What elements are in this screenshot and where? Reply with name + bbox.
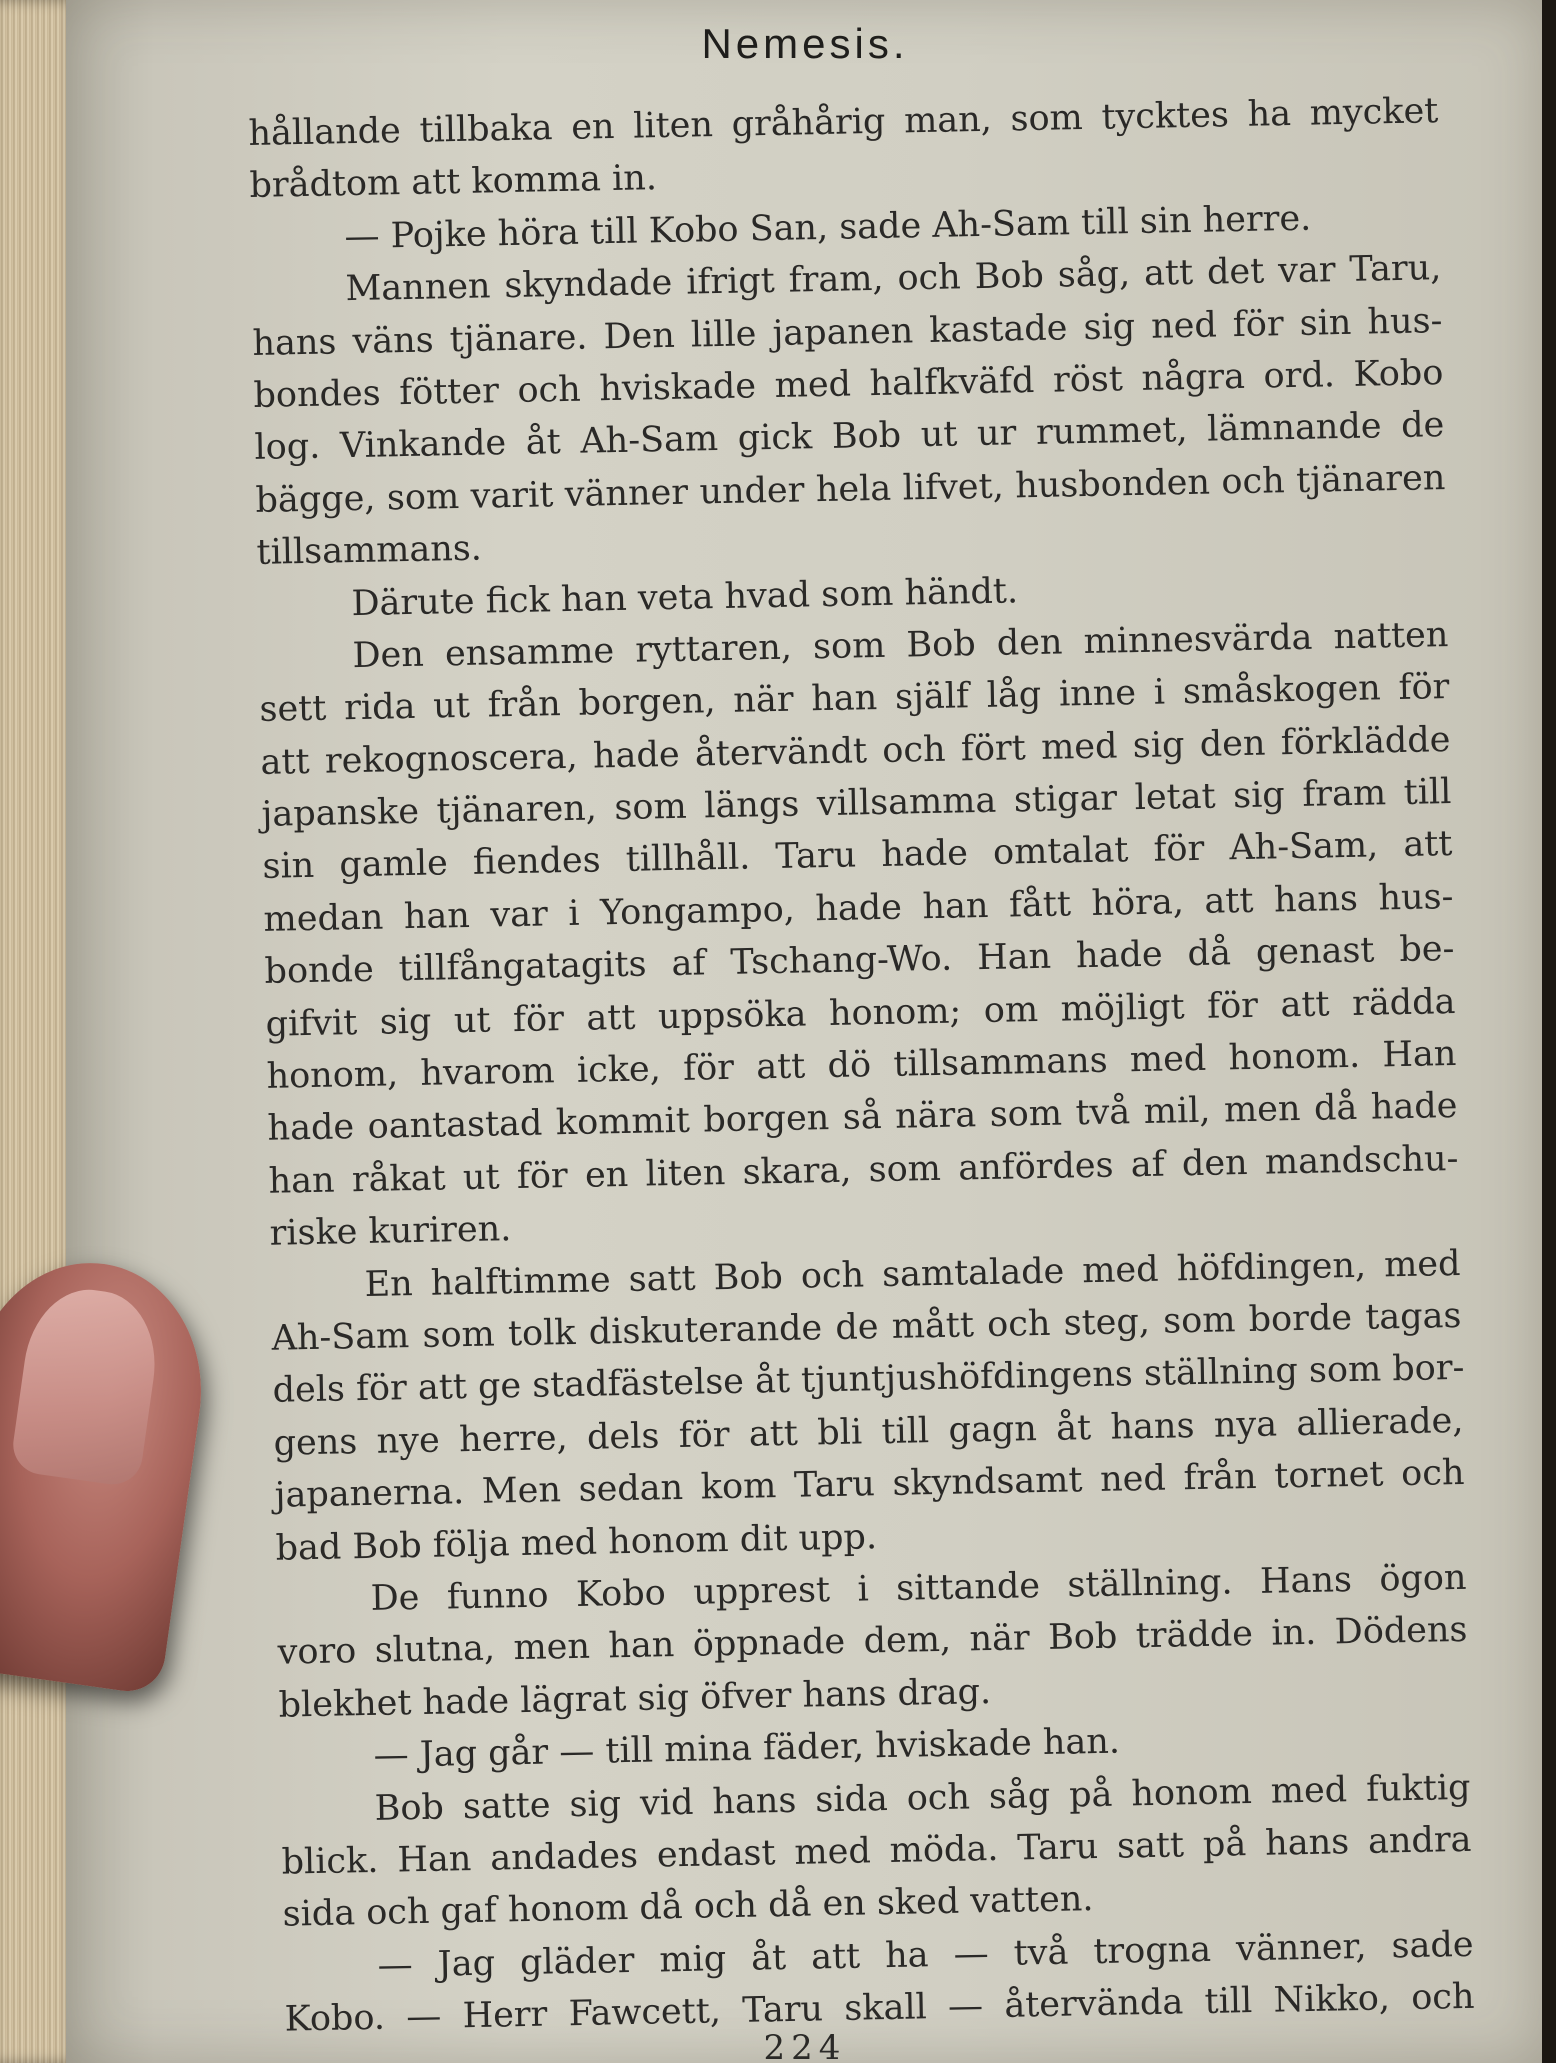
text-line: sett rida ut från borgen, när han själf låg inne i småskogen för <box>259 667 1450 731</box>
text-line: — Pojke höra till Kobo San, sade Ah-Sam till sin herre. <box>344 198 1312 257</box>
right-edge-shadow <box>1542 0 1556 2063</box>
text-line: gens nye herre, dels för att bli till gagn åt hans nya allierade, <box>273 1400 1464 1464</box>
text-line: tillsammans. <box>256 528 483 574</box>
text-line: Den ensamme ryttaren, som Bob den minnesvärda natten <box>352 614 1449 676</box>
text-line: — Jag går — till mina fäder, hviskade han. <box>373 1721 1121 1776</box>
text-line: sida och gaf honom då och då en sked vatten. <box>282 1879 1094 1935</box>
text-line: De funno Kobo upprest i sittande ställning. Hans ögon <box>370 1557 1467 1619</box>
text-line: hade oantastad kommit borgen så nära som två mil, men då hade <box>267 1086 1458 1150</box>
text-line: sin gamle fiendes tillhåll. Taru hade omtalat för Ah-Sam, att <box>262 824 1453 888</box>
text-line: Ah-Sam som tolk diskuterande de mått och steg, som borde tagas <box>271 1295 1462 1359</box>
text-line: brådtom att komma in. <box>249 158 658 207</box>
text-line: En halftimme satt Bob och samtalade med höfdingen, med <box>364 1243 1461 1305</box>
page-number: 224 <box>763 2028 847 2063</box>
text-line: bad Bob följa med honom dit upp. <box>275 1516 878 1569</box>
text-line: log. Vinkande åt Ah-Sam gick Bob ut ur rummet, lämnande de <box>254 405 1445 469</box>
text-line: Kobo. — Herr Fawcett, Taru skall — återvända till Nikko, och <box>284 1976 1475 2040</box>
text-line: — Jag gläder mig åt att ha — två trogna vänner, sade <box>377 1924 1474 1986</box>
text-line: riske kuriren. <box>269 1209 512 1254</box>
text-line: voro slutna, men han öppnade dem, när Bob trädde in. Dödens <box>277 1610 1468 1674</box>
text-line: dels för att ge stadfästelse åt tjuntjushöfdingens ställning som bor- <box>272 1348 1465 1412</box>
text-line: att rekognoscera, hade återvändt och fört med sig den förklädde <box>260 719 1451 783</box>
text-line: gifvit sig ut för att uppsöka honom; om möjligt för att rädda <box>265 981 1456 1045</box>
text-line: hans väns tjänare. Den lille japanen kastade sig ned för sin hus- <box>252 300 1443 364</box>
text-line: bonde tillfångatagits af Tschang-Wo. Han hade då genast be- <box>264 929 1455 993</box>
text-line: bägge, som varit vänner under hela lifvet, husbonden och tjänaren <box>255 457 1446 521</box>
text-line: honom, hvarom icke, för att dö tillsammans med honom. Han <box>266 1034 1457 1097</box>
text-line: Därute fick han veta hvad som händt. <box>351 570 1019 624</box>
text-line: japanerna. Men sedan kom Taru skyndsamt ned från tornet och <box>274 1453 1465 1516</box>
text-line: Mannen skyndade ifrigt fram, och Bob såg, att det var Taru, <box>345 248 1442 310</box>
text-line: blick. Han andades endast med möda. Taru satt på hans andra <box>281 1819 1472 1883</box>
text-line: han råkat ut för en liten skara, som anfördes af den mandschu- <box>268 1138 1459 1202</box>
text-line: Bob satte sig vid hans sida och såg på honom med fuktig <box>374 1767 1471 1829</box>
text-line: medan han var i Yongampo, hade han fått höra, att hans hus- <box>263 876 1454 940</box>
text-line: bondes fötter och hviskade med halfkväfd röst några ord. Kobo <box>253 353 1444 416</box>
text-line: hållande tillbaka en liten gråhårig man, som tycktes ha mycket <box>248 91 1439 154</box>
running-header: Nemesis. <box>701 20 909 67</box>
text-line: blekhet hade lägrat sig öfver hans drag. <box>278 1671 992 1726</box>
body-text <box>248 85 1475 2046</box>
text-line: japanske tjänaren, som längs villsamma stigar letat sig fram till <box>261 772 1452 835</box>
